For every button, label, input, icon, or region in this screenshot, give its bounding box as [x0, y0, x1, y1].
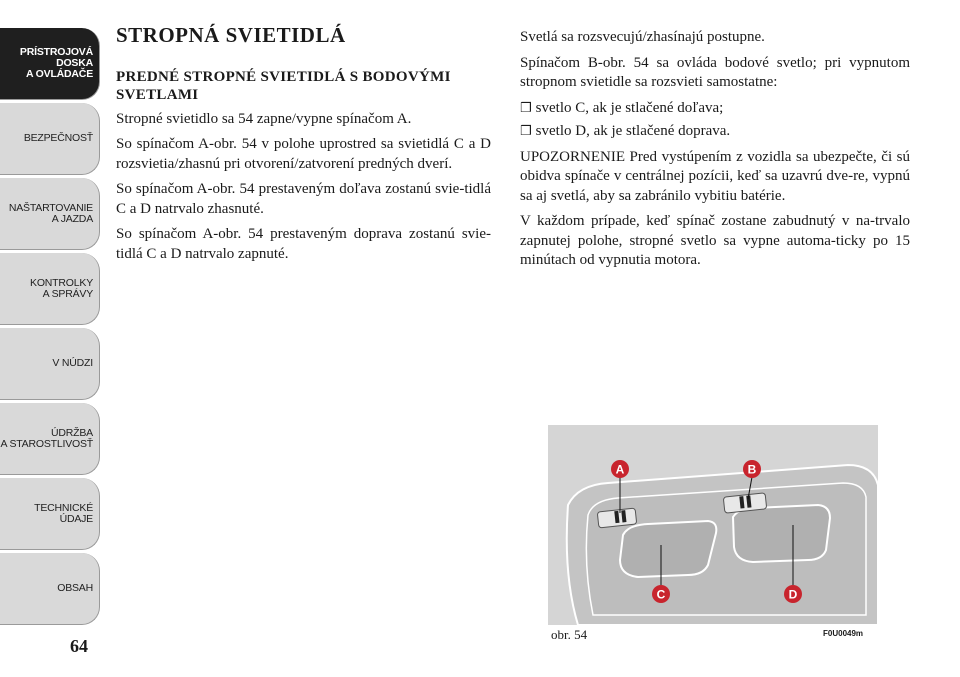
paragraph: Spínačom B-obr. 54 sa ovláda bodové svetlo; pri vypnutom stropnom svietidle sa rozsvieti samostatne: — [520, 54, 910, 90]
tab-bezpecnost[interactable] — [0, 103, 100, 175]
right-column — [520, 28, 910, 277]
ceiling-light-illustration — [548, 425, 878, 625]
tab-v-nudzi[interactable] — [0, 328, 100, 400]
tab-label: BEZPEČNOSŤ — [23, 132, 93, 144]
callout-label-b — [743, 460, 761, 478]
tab-pristrojova-doska[interactable] — [0, 28, 100, 100]
paragraph: So spínačom A-obr. 54 v polohe uprostred sa svietidlá C a D rozsvietia/zhasnú pri otvorení/zatvorení predných dverí. — [116, 136, 491, 172]
tab-label: OBSAH — [57, 582, 93, 594]
figure-code: F0U0049m — [823, 629, 864, 638]
tab-technicke-udaje[interactable] — [0, 478, 100, 550]
tab-udrzba[interactable] — [0, 403, 100, 475]
paragraph: Svetlá sa rozsvecujú/zhasínajú postupne. — [520, 29, 765, 45]
list-item — [520, 122, 910, 142]
tab-kontrolky[interactable] — [0, 253, 100, 325]
callout-label-d — [784, 585, 802, 603]
tab-label: PRÍSTROJOVÁ DOSKA A OVLÁDAČE — [19, 46, 93, 80]
svg-text:C: C — [656, 587, 666, 602]
ceiling-light-figure — [548, 425, 878, 625]
list-item — [520, 99, 910, 119]
paragraph: V každom prípade, keď spínač zostane zabudnutý v na-trvalo zapnutej polohe, stropné svetlo sa vypne automa-ticky po 15 minútach od vypnutia motora. — [520, 213, 910, 268]
tab-label: NAŠTARTOVANIE A JAZDA — [8, 201, 93, 225]
list-item-text: svetlo D, ak je stlačené doprava. — [535, 123, 731, 139]
svg-text:D: D — [788, 587, 798, 602]
page-number: 64 — [70, 636, 88, 656]
paragraph: So spínačom A-obr. 54 prestaveným doľava zostanú svie-tidlá C a D natrvalo zhasnuté. — [116, 181, 491, 217]
callout-label-c — [652, 585, 670, 603]
figure-caption: obr. 54 — [551, 627, 588, 642]
section-title: STROPNÁ SVIETIDLÁ — [116, 23, 346, 47]
tab-label: KONTROLKY A SPRÁVY — [30, 276, 93, 300]
tab-nastartovanie[interactable] — [0, 178, 100, 250]
tab-obsah[interactable] — [0, 553, 100, 625]
tab-label: TECHNICKÉ ÚDAJE — [34, 501, 93, 525]
checkbox-bullet-icon: ❒ — [520, 100, 532, 116]
warning-paragraph: UPOZORNENIE Pred vystúpením z vozidla sa ubezpečte, či sú obidva spínače v centrálnej pozícii, keď sa uzavrú dve-re, vypnú sa aj svetlá, aby sa zabránilo vybitiu batérie. — [520, 148, 910, 204]
left-column — [116, 23, 491, 270]
list-item-text: svetlo C, ak je stlačené doľava; — [535, 99, 724, 116]
svg-text:A: A — [615, 462, 625, 477]
checkbox-bullet-icon: ❒ — [520, 124, 532, 139]
tab-label: ÚDRŽBA A STAROSTLIVOSŤ — [0, 426, 93, 450]
paragraph: So spínačom A-obr. 54 prestaveným doprava zostanú svie-tidlá C a D natrvalo zapnuté. — [116, 226, 491, 262]
subsection-title: PREDNÉ STROPNÉ SVIETIDLÁ S BODOVÝMI SVETLAMI — [116, 68, 451, 103]
svg-text:B: B — [747, 462, 757, 477]
tab-label: V NÚDZI — [52, 357, 93, 369]
callout-label-a — [611, 460, 629, 478]
paragraph: Stropné svietidlo sa 54 zapne/vypne spínačom A. — [116, 110, 412, 127]
